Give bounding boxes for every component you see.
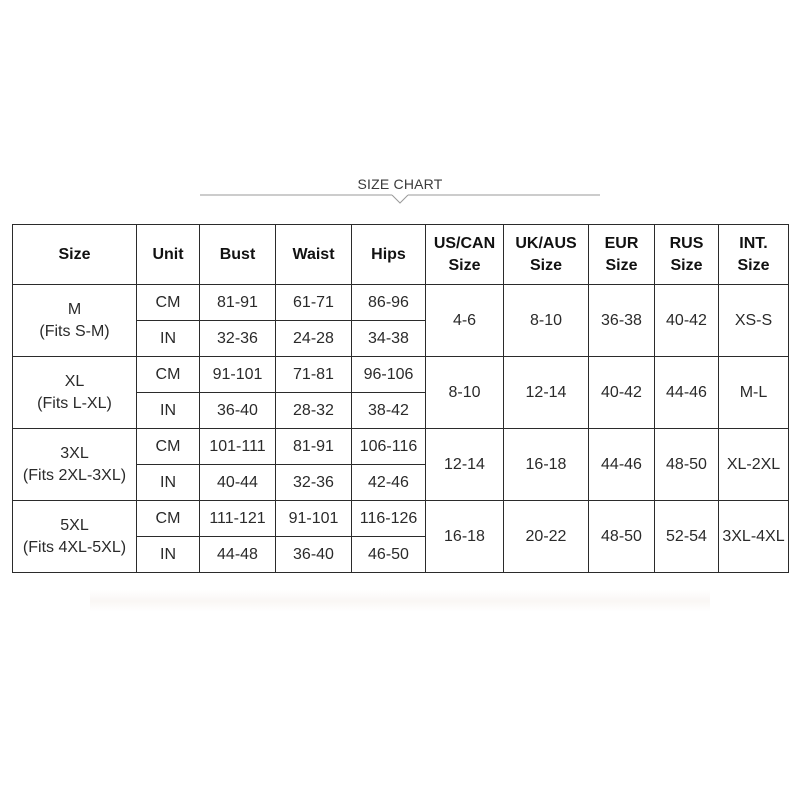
waist-cell: 28-32 xyxy=(276,393,352,429)
unit-cell: CM xyxy=(137,285,200,321)
rus-cell: 52-54 xyxy=(655,501,719,573)
size-name: 5XL xyxy=(60,516,89,534)
uk-aus-cell: 12-14 xyxy=(504,357,589,429)
table-row xyxy=(13,357,789,393)
header-rus-size: RUS Size xyxy=(655,225,719,285)
size-name: XL xyxy=(64,372,85,390)
rus-cell: 44-46 xyxy=(655,357,719,429)
header-eur-size: EUR Size xyxy=(589,225,655,285)
int-cell: XL-2XL xyxy=(719,429,789,501)
hips-cell: 42-46 xyxy=(352,465,426,501)
us-can-cell: 4-6 xyxy=(426,285,504,357)
size-cell xyxy=(13,429,137,501)
waist-cell: 24-28 xyxy=(276,321,352,357)
header-int-size: INT. Size xyxy=(719,225,789,285)
table-row xyxy=(13,501,789,537)
header-row xyxy=(13,225,789,285)
us-can-cell: 12-14 xyxy=(426,429,504,501)
header-us-can-size: US/CAN Size xyxy=(426,225,504,285)
header-uk-aus-size: UK/AUS Size xyxy=(504,225,589,285)
uk-aus-cell: 8-10 xyxy=(504,285,589,357)
us-can-cell: 8-10 xyxy=(426,357,504,429)
table-row xyxy=(13,429,789,465)
unit-cell: IN xyxy=(137,465,200,501)
eur-cell: 36-38 xyxy=(589,285,655,357)
waist-cell: 81-91 xyxy=(276,429,352,465)
waist-cell: 36-40 xyxy=(276,537,352,573)
size-fits: (Fits 4XL-5XL) xyxy=(22,538,127,556)
size-chart-heading xyxy=(0,172,800,212)
bust-cell: 40-44 xyxy=(200,465,276,501)
unit-cell: CM xyxy=(137,501,200,537)
eur-cell: 44-46 xyxy=(589,429,655,501)
us-can-cell: 16-18 xyxy=(426,501,504,573)
size-fits: (Fits 2XL-3XL) xyxy=(22,466,127,484)
size-chart-table xyxy=(12,224,789,573)
waist-cell: 32-36 xyxy=(276,465,352,501)
header-unit: Unit xyxy=(137,225,200,285)
uk-aus-cell: 16-18 xyxy=(504,429,589,501)
bust-cell: 81-91 xyxy=(200,285,276,321)
bust-cell: 91-101 xyxy=(200,357,276,393)
header-bust: Bust xyxy=(200,225,276,285)
uk-aus-cell: 20-22 xyxy=(504,501,589,573)
int-cell: M-L xyxy=(719,357,789,429)
bust-cell: 36-40 xyxy=(200,393,276,429)
unit-cell: IN xyxy=(137,393,200,429)
size-fits: (Fits L-XL) xyxy=(37,394,112,412)
bust-cell: 101-111 xyxy=(200,429,276,465)
waist-cell: 71-81 xyxy=(276,357,352,393)
unit-cell: CM xyxy=(137,429,200,465)
hips-cell: 34-38 xyxy=(352,321,426,357)
size-cell xyxy=(13,501,137,573)
rus-cell: 48-50 xyxy=(655,429,719,501)
waist-cell: 91-101 xyxy=(276,501,352,537)
size-name: M xyxy=(67,300,82,318)
size-fits: (Fits S-M) xyxy=(39,322,110,340)
eur-cell: 48-50 xyxy=(589,501,655,573)
hips-cell: 46-50 xyxy=(352,537,426,573)
bust-cell: 44-48 xyxy=(200,537,276,573)
size-cell xyxy=(13,285,137,357)
bust-cell: 32-36 xyxy=(200,321,276,357)
hips-cell: 38-42 xyxy=(352,393,426,429)
hips-cell: 106-116 xyxy=(352,429,426,465)
table-row xyxy=(13,285,789,321)
waist-cell: 61-71 xyxy=(276,285,352,321)
size-name: 3XL xyxy=(60,444,89,462)
bust-cell: 111-121 xyxy=(200,501,276,537)
page-title: SIZE CHART xyxy=(357,176,443,192)
int-cell: 3XL-4XL xyxy=(719,501,789,573)
hips-cell: 116-126 xyxy=(352,501,426,537)
unit-cell: IN xyxy=(137,321,200,357)
unit-cell: CM xyxy=(137,357,200,393)
shadow-band xyxy=(90,590,710,612)
int-cell: XS-S xyxy=(719,285,789,357)
rus-cell: 40-42 xyxy=(655,285,719,357)
header-hips: Hips xyxy=(352,225,426,285)
unit-cell: IN xyxy=(137,537,200,573)
eur-cell: 40-42 xyxy=(589,357,655,429)
hips-cell: 96-106 xyxy=(352,357,426,393)
size-cell xyxy=(13,357,137,429)
hips-cell: 86-96 xyxy=(352,285,426,321)
header-size: Size xyxy=(13,225,137,285)
header-waist: Waist xyxy=(276,225,352,285)
